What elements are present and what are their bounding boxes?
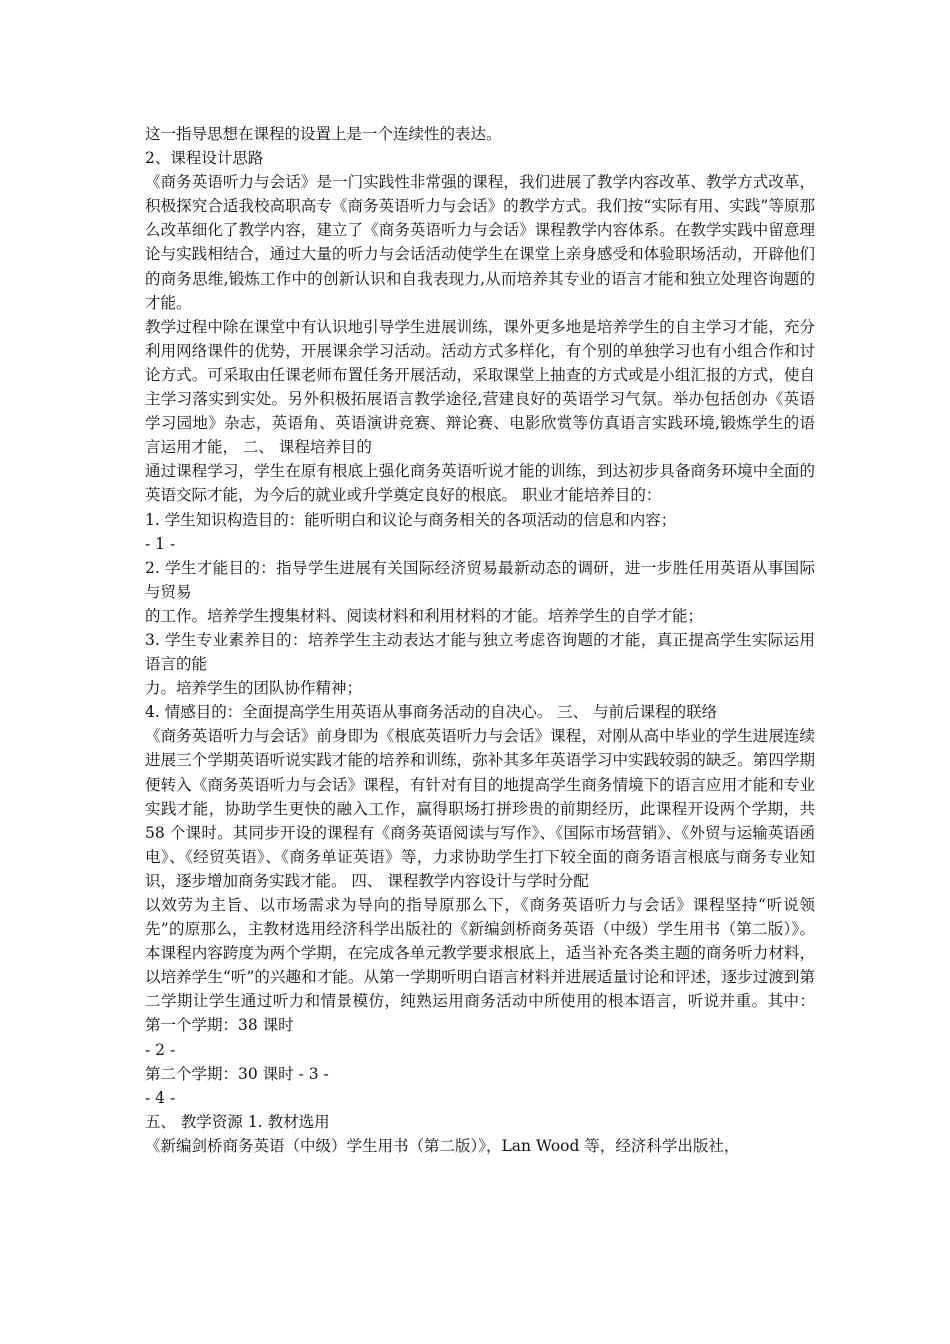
- list-item-emotion-goal: 4. 情感目的：全面提高学生用英语从事商务活动的自决心。 三、 与前后课程的联络: [145, 703, 718, 722]
- list-item-ability-goal: 2. 学生才能目的：指导学生进展有关国际经济贸易最新动态的调研，进一步胜任用英语从事国际与贸易: [145, 558, 815, 601]
- paragraph-second-term: 第二个学期：30 课时 - 3 -: [145, 1064, 329, 1083]
- page-number-4: - 4 -: [145, 1088, 176, 1107]
- paragraph-textbook: 《新编剑桥商务英语（中级）学生用书（第二版）》，Lan Wood 等，经济科学出版社，: [145, 1136, 740, 1155]
- heading-teaching-resources: 五、 教学资源 1. 教材选用: [145, 1112, 330, 1131]
- paragraph-guiding-idea: 这一指导思想在课程的设置上是一个连续性的表达。: [145, 125, 502, 143]
- paragraph-teaching-process: 教学过程中除在课堂中有认识地引导学生进展训练，课外更多地是培养学生的自主学习才能，充分利用网络课件的优势，开展课余学习活动。活动方式多样化，有个别的单独学习也有小组合作和讨论方式。可采取由任课老师布置任务开展活动，采取课堂上抽查的方式或是小组汇报的方式，使自主学习落实到实处。另外积极拓展语言教学途径,营建良好的英语学习气氛。举办包括创办《英语学习园地》杂志，英语角、英语演讲竞赛、辩论赛、电影欣赏等仿真语言实践环境,锻炼学生的语言运用才能， 二、 课程培养目的: [145, 317, 815, 457]
- paragraph-course-relations: 《商务英语听力与会话》前身即为《根底英语听力与会话》课程，对刚从高中毕业的学生进展连续进展三个学期英语听说实践才能的培养和训练，弥补其多年英语学习中实践较弱的缺乏。第四学期便转入《商务英语听力与会话》课程，有针对有目的地提高学生商务情境下的语言应用才能和专业实践才能，协助学生更快的融入工作，赢得职场打拼珍贵的前期经历，此课程开设两个学期，共 58 个课时。其同步开设的课程有《商务英语阅读与写作》、《国际市场营销》、《外贸与运输英语函电》、《经贸英语》、《商务单证英语》等，力求协助学生打下较全面的商务语言根底与商务专业知识，逐步增加商务实践才能。 四、 课程教学内容设计与学时分配: [145, 727, 815, 890]
- page-number-1: - 1 -: [145, 534, 176, 553]
- page-number-2: - 2 -: [145, 1040, 176, 1059]
- paragraph-ability-goal-cont: 的工作。培养学生搜集材料、阅读材料和利用材料的才能。培养学生的自学才能；: [145, 606, 704, 625]
- list-item-quality-goal: 3. 学生专业素养目的：培养学生主动表达才能与独立考虑咨询题的才能，真正提高学生实际运用语言的能: [145, 630, 815, 674]
- document-body: [145, 122, 815, 1158]
- paragraph-content-design: 以效劳为主旨、以市场需求为导向的指导原那么下，《商务英语听力与会话》课程坚持“听说领先”的原那么，主教材选用经济科学出版社的《新编剑桥商务英语（中级）学生用书（第二版）》。本课程内容跨度为两个学期，在完成各单元教学要求根底上，适当补充各类主题的商务听力材料，以培养学生“听”的兴趣和才能。从第一学期听明白语言材料并进展适量讨论和评述，逐步过渡到第二学期让学生通过听力和情景模仿，纯熟运用商务活动中所使用的根本语言，听说并重。其中： 第一个学期：38 课时: [145, 896, 815, 1035]
- paragraph-course-design: 《商务英语听力与会话》是一门实践性非常强的课程，我们进展了教学内容改革、教学方式改革，积极探究合适我校高职高专《商务英语听力与会话》的教学方式。我们按“实际有用、实践”等原那么改革细化了教学内容，建立了《商务英语听力与会话》课程教学内容体系。在教学实践中留意理论与实践相结合，通过大量的听力与会话活动使学生在课堂上亲身感受和体验职场活动，开辟他们的商务思维,锻炼工作中的创新认识和自我表现力,从而培养其专业的语言才能和独立处理咨询题的才能。: [145, 173, 815, 312]
- paragraph-quality-goal-cont: 力。培养学生的团队协作精神；: [145, 679, 363, 698]
- heading-course-design: 2、课程设计思路: [145, 149, 264, 168]
- paragraph-course-goals: 通过课程学习，学生在原有根底上强化商务英语听说才能的训练，到达初步具备商务环境中全面的英语交际才能，为今后的就业或升学奠定良好的根底。 职业才能培养目的：: [145, 462, 815, 505]
- list-item-knowledge-goal: 1. 学生知识构造目的：能听明白和议论与商务相关的各项活动的信息和内容；: [145, 510, 677, 529]
